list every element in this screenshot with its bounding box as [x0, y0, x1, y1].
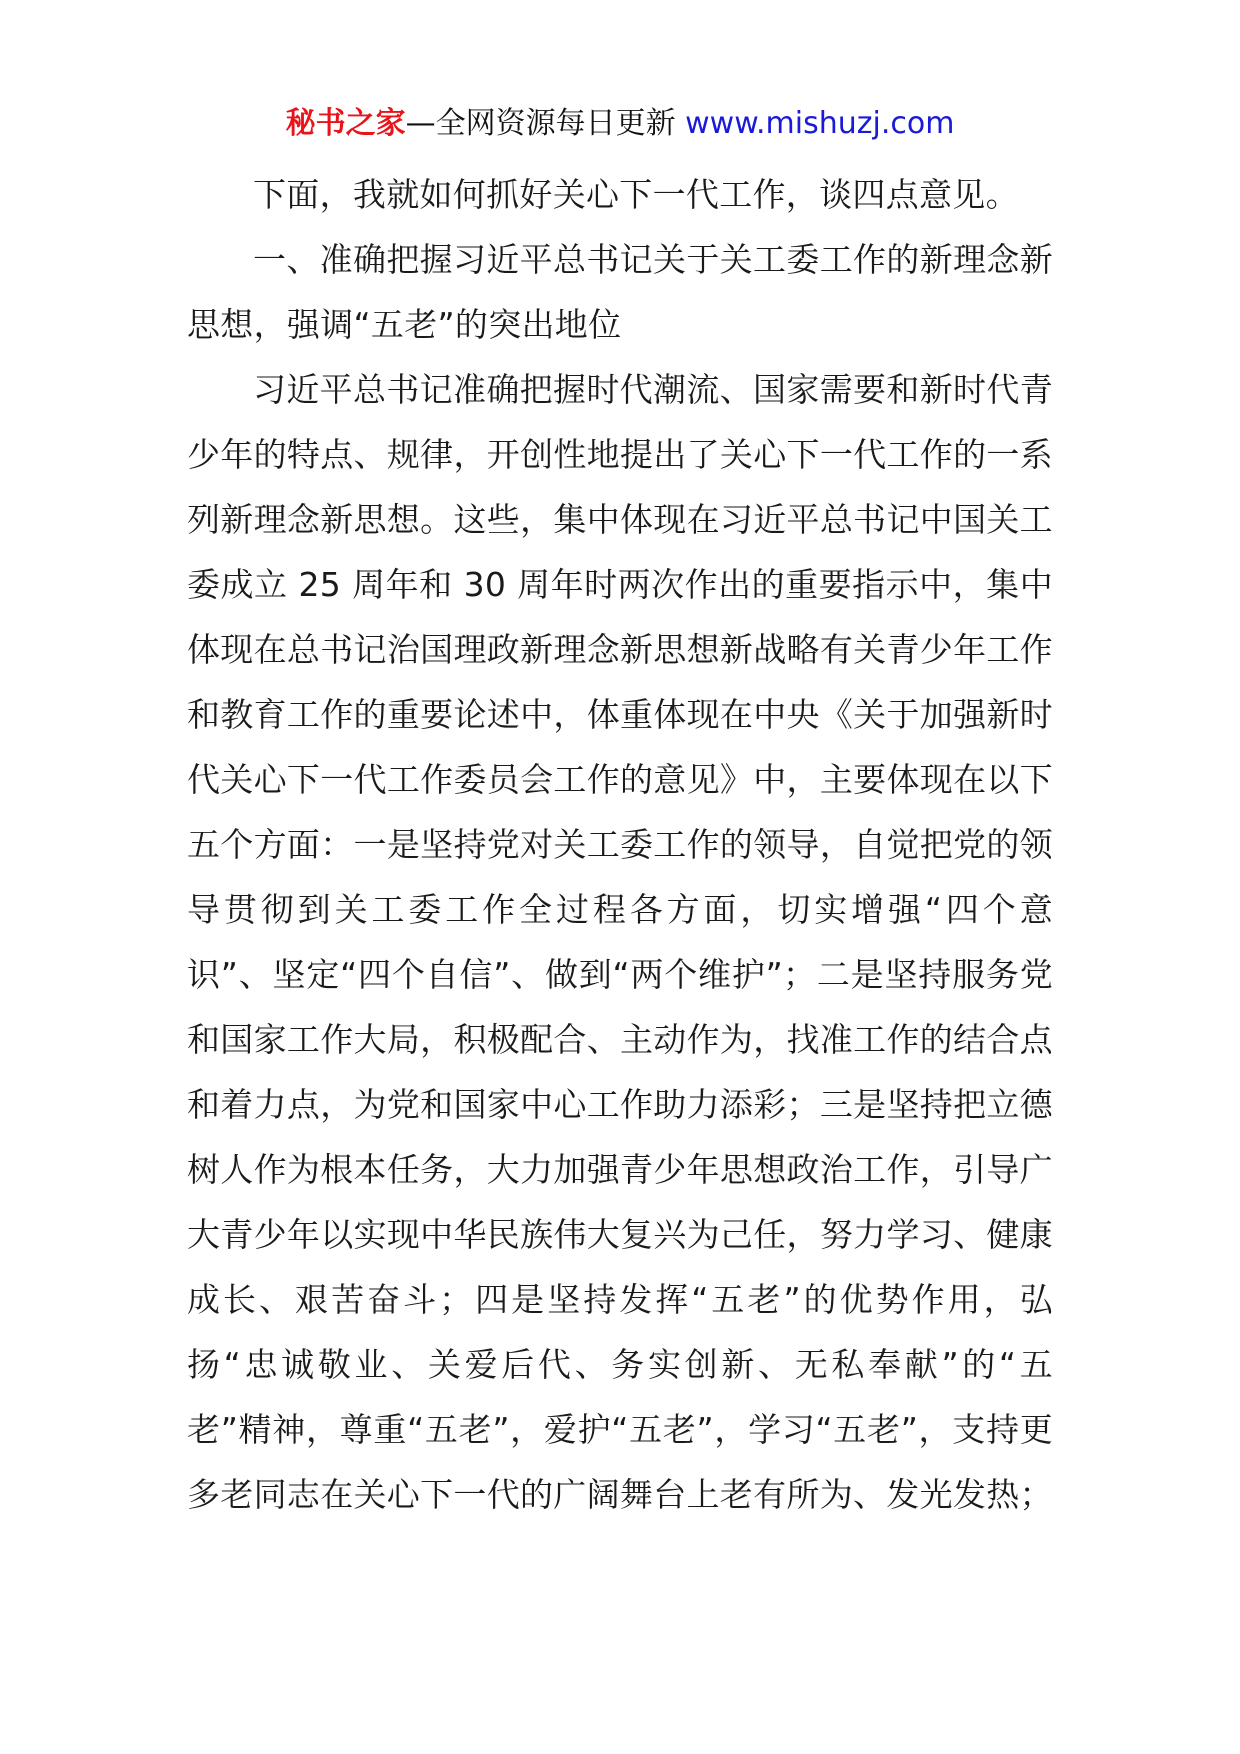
site-brand: 秘书之家	[285, 106, 406, 141]
document-body	[187, 162, 1053, 1527]
section-heading: 一、准确把握习近平总书记关于关工委工作的新理念新思想，强调“五老”的突出地位	[187, 240, 1053, 344]
site-header	[0, 104, 1240, 144]
site-url-link[interactable]: www.mishuzj.com	[685, 106, 955, 141]
intro-paragraph: 下面，我就如何抓好关心下一代工作，谈四点意见。	[253, 175, 1019, 214]
body-paragraph: 习近平总书记准确把握时代潮流、国家需要和新时代青少年的特点、规律，开创性地提出了关心下一代工作的一系列新理念新思想。这些，集中体现在习近平总书记中国关工委成立 25 周年和 30 周年时两次作出的重要指示中，集中体现在总书记治国理政新理念新思想新战略有关青少年工作和教育工作的重要论述中，体重体现在中央《关于加强新时代关心下一代工作委员会工作的意见》中，主要体现在以下五个方面：一是坚持党对关工委工作的领导，自觉把党的领导贯彻到关工委工作全过程各方面，切实增强“四个意识”、坚定“四个自信”、做到“两个维护”；二是坚持服务党和国家工作大局，积极配合、主动作为，找准工作的结合点和着力点，为党和国家中心工作助力添彩；三是坚持把立德树人作为根本任务，大力加强青少年思想政治工作，引导广大青少年以实现中华民族伟大复兴为己任，努力学习、健康成长、艰苦奋斗；四是坚持发挥“五老”的优势作用，弘扬“忠诚敬业、关爱后代、务实创新、无私奉献”的“五老”精神，尊重“五老”，爱护“五老”，学习“五老”，支持更多老同志在关心下一代的广阔舞台上老有所为、发光发热；	[187, 370, 1053, 1514]
site-tagline: —全网资源每日更新	[405, 106, 676, 141]
